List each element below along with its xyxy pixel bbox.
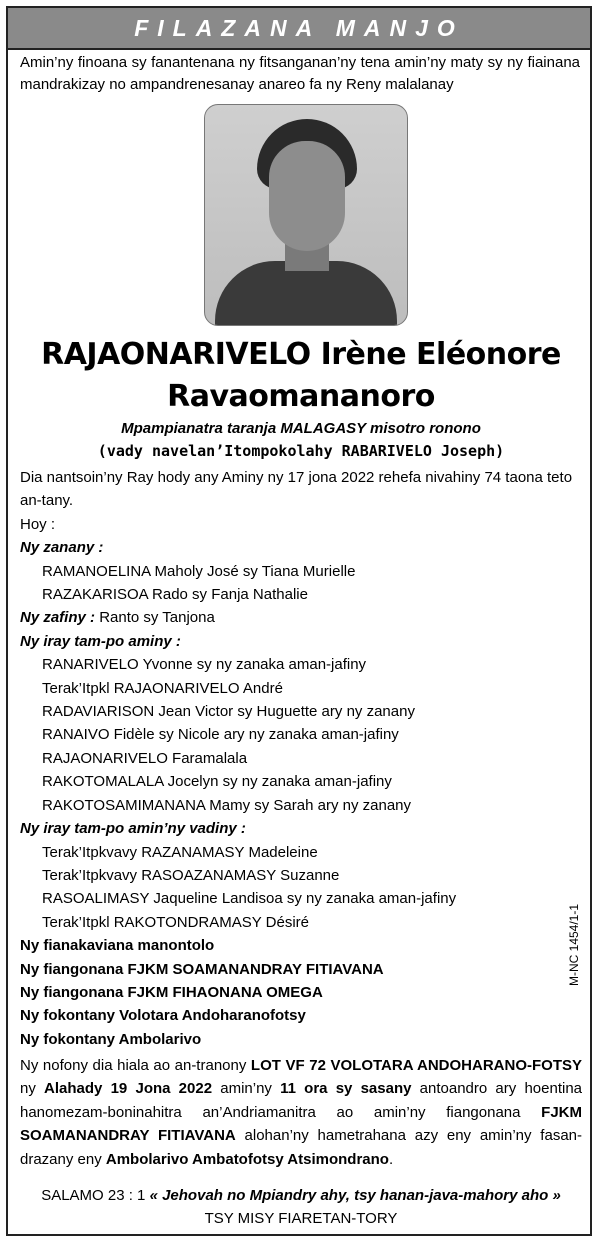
deceased-role: Mpampianatra taranja MALAGASY misotro ronono bbox=[121, 420, 481, 437]
side-code bbox=[564, 898, 584, 998]
notice-body bbox=[20, 466, 584, 1051]
list-item: Terak’Itpkl RAJAONARIVELO André bbox=[42, 679, 283, 697]
death-notice: Dia nantsoin’ny Ray hody any Aminy ny 17 jona 2022 rehefa nivahiny 74 taona teto an-tany. bbox=[20, 469, 573, 510]
list-item: RAJAONARIVELO Faramalala bbox=[42, 749, 248, 767]
funeral-text: ny bbox=[20, 1080, 45, 1098]
list-item: RANARIVELO Yvonne sy ny zanaka aman-jafiny bbox=[42, 656, 367, 674]
deceased-name bbox=[8, 334, 594, 418]
group-line: Ny fokontany Ambolarivo bbox=[20, 1030, 202, 1048]
side-code-text: M-NC 1454/1-1 bbox=[567, 903, 581, 987]
group-line: Ny fokontany Volotara Andoharanofotsy bbox=[20, 1007, 306, 1025]
list-item: RAKOTOMALALA Jocelyn sy ny zanaka aman-jafiny bbox=[42, 773, 392, 791]
list-item: RANAIVO Fidèle sy Nicole ary ny zanaka aman-jafiny bbox=[42, 726, 399, 744]
funeral-church: FJKM SOAMANANDRAY FITIAVANA bbox=[20, 1103, 582, 1145]
psalm-ref: SALAMO 23 : 1 bbox=[41, 1187, 150, 1204]
grandchildren-heading: Ny zafiny : bbox=[20, 609, 96, 627]
deceased-name-line1: RAJAONARIVELO Irène Eléonore bbox=[41, 337, 561, 372]
funeral-text: alohan’ny hametrahana azy eny amin’ny fasan-drazany eny bbox=[20, 1127, 582, 1168]
deceased-spouse: (vady navelan’Itompokolahy RABARIVELO Joseph) bbox=[97, 442, 505, 460]
funeral-address: LOT VF 72 VOLOTARA ANDOHARANO-FOTSY bbox=[250, 1057, 582, 1074]
psalm-block bbox=[8, 1184, 594, 1230]
funeral-burial-place: Ambolarivo Ambatofotsy Atsimondrano bbox=[105, 1150, 389, 1168]
list-item: Terak’Itpkvavy RAZANAMASY Madeleine bbox=[42, 843, 318, 861]
grandchildren-line bbox=[20, 606, 584, 629]
list-item: RAMANOELINA Maholy José sy Tiana Murielle bbox=[42, 562, 356, 580]
portrait-photo bbox=[204, 104, 408, 326]
notice-frame bbox=[6, 6, 592, 1236]
psalm-quote: « Jehovah no Mpiandry ahy, tsy hanan-java-mahory aho » bbox=[149, 1187, 561, 1204]
notice-header bbox=[8, 8, 590, 50]
funeral-text: amin’ny bbox=[212, 1080, 281, 1098]
list-item: RADAVIARISON Jean Victor sy Huguette ary ny zanany bbox=[42, 703, 415, 721]
list-item: RAZAKARISOA Rado sy Fanja Nathalie bbox=[42, 586, 308, 604]
hoy-label: Hoy : bbox=[20, 515, 56, 533]
group-line: Ny fianakaviana manontolo bbox=[20, 937, 215, 955]
group-line: Ny fiangonana FJKM FIHAONANA OMEGA bbox=[20, 983, 323, 1001]
intro-text: Amin’ny finoana sy fanantenana ny fitsanganan’ny tena amin’ny maty sy ny fiainana mandrakizay no ampandrenesanay anareo fa ny Reny malalanay bbox=[20, 54, 580, 93]
funeral-text: Ny nofony dia hiala ao an-tranony bbox=[20, 1057, 251, 1074]
children-heading: Ny zanany : bbox=[20, 539, 104, 557]
psalm-closing: TSY MISY FIARETAN-TORY bbox=[204, 1210, 398, 1227]
funeral-text: . bbox=[388, 1150, 394, 1168]
list-item: RASOALIMASY Jaqueline Landisoa sy ny zanaka aman-jafiny bbox=[42, 890, 457, 908]
list-item: Terak’Itpkvavy RASOAZANAMASY Suzanne bbox=[42, 866, 340, 884]
group-line: Ny fiangonana FJKM SOAMANANDRAY FITIAVANA bbox=[20, 960, 384, 978]
list-item: Terak’Itpkl RAKOTONDRAMASY Désiré bbox=[42, 913, 310, 931]
spouse-siblings-heading: Ny iray tam-po amin’ny vadiny : bbox=[20, 820, 246, 838]
grandchildren-text: Ranto sy Tanjona bbox=[99, 609, 215, 627]
funeral-time: 11 ora sy sasany bbox=[280, 1080, 412, 1098]
deceased-name-line2: Ravaomananoro bbox=[167, 379, 435, 414]
funeral-date: Alahady 19 Jona 2022 bbox=[44, 1080, 213, 1098]
notice-title: FILAZANA MANJO bbox=[134, 14, 464, 41]
list-item: RAKOTOSAMIMANANA Mamy sy Sarah ary ny zanany bbox=[42, 796, 412, 814]
siblings-heading: Ny iray tam-po aminy : bbox=[20, 632, 181, 650]
psalm-line bbox=[8, 1184, 594, 1207]
funeral-details bbox=[20, 1054, 582, 1171]
funeral-text: antoandro ary hoentina hanomezam-boninahitra an’Andriamanitra ao amin’ny fiangonana bbox=[20, 1080, 582, 1121]
